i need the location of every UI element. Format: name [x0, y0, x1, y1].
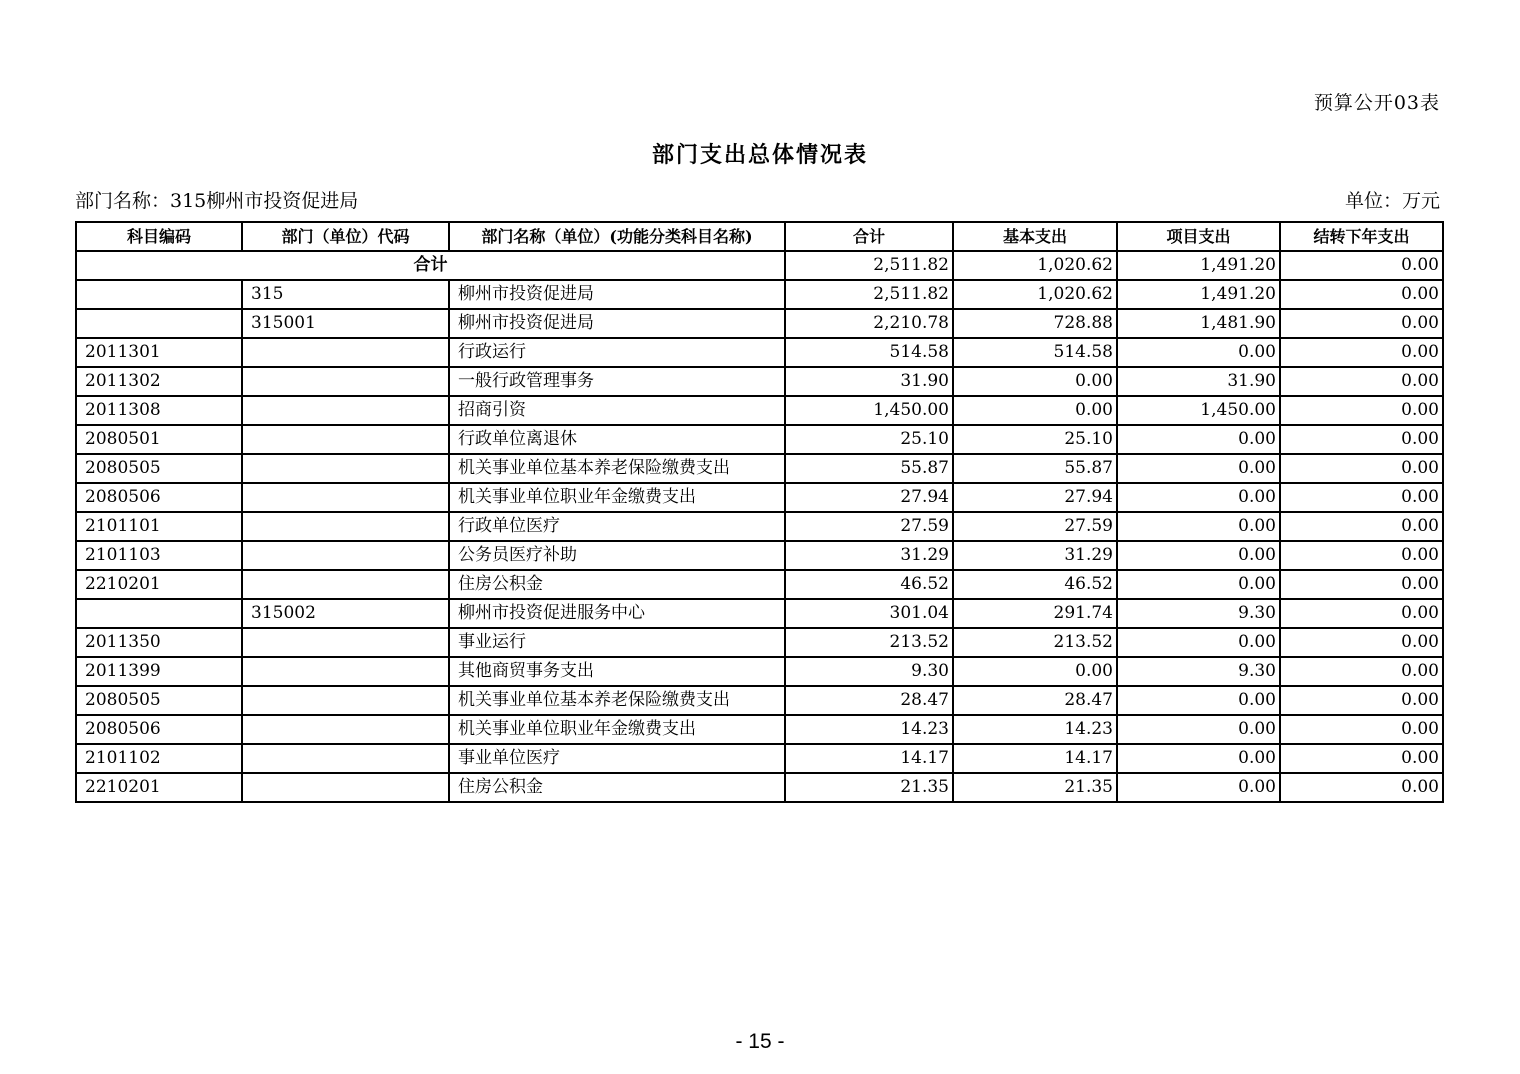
- cell-project: 0.00: [1117, 773, 1280, 802]
- cell-carryover: 0.00: [1280, 483, 1443, 512]
- table-row: [76, 570, 1443, 599]
- cell-subject-code: 2011350: [76, 628, 242, 657]
- cell-carryover: 0.00: [1280, 715, 1443, 744]
- col-header-total: 合计: [785, 222, 953, 251]
- cell-carryover: 0.00: [1280, 309, 1443, 338]
- table-row: [76, 309, 1443, 338]
- cell-total: 28.47: [785, 686, 953, 715]
- cell-carryover: 0.00: [1280, 657, 1443, 686]
- unit-label: 单位：万元: [1344, 190, 1440, 212]
- table-body: [76, 251, 1443, 802]
- col-header-carryover: 结转下年支出: [1280, 222, 1443, 251]
- cell-unit-code: [242, 396, 449, 425]
- table-row: [76, 657, 1443, 686]
- cell-unit-code: [242, 744, 449, 773]
- table-row: [76, 280, 1443, 309]
- cell-project: 31.90: [1117, 367, 1280, 396]
- cell-total: 1,450.00: [785, 396, 953, 425]
- cell-total: 9.30: [785, 657, 953, 686]
- cell-unit-code: [242, 425, 449, 454]
- cell-unit-code: [242, 773, 449, 802]
- table-row: [76, 628, 1443, 657]
- cell-unit-code: [242, 512, 449, 541]
- cell-carryover: 0.00: [1280, 628, 1443, 657]
- cell-basic: 25.10: [953, 425, 1117, 454]
- cell-basic: 21.35: [953, 773, 1117, 802]
- total-row: [76, 251, 1443, 280]
- cell-project: 9.30: [1117, 599, 1280, 628]
- cell-total: 301.04: [785, 599, 953, 628]
- table-row: [76, 396, 1443, 425]
- cell-total: 14.23: [785, 715, 953, 744]
- cell-basic: 46.52: [953, 570, 1117, 599]
- table-row: [76, 512, 1443, 541]
- cell-subject-code: [76, 599, 242, 628]
- cell-carryover: 0.00: [1280, 744, 1443, 773]
- cell-name: 机关事业单位职业年金缴费支出: [449, 715, 785, 744]
- cell-name: 机关事业单位基本养老保险缴费支出: [449, 454, 785, 483]
- cell-subject-code: 2210201: [76, 773, 242, 802]
- table-row: [76, 715, 1443, 744]
- cell-total: 25.10: [785, 425, 953, 454]
- col-header-unit-code: 部门（单位）代码: [242, 222, 449, 251]
- cell-carryover: 0.00: [1280, 396, 1443, 425]
- cell-name: 招商引资: [449, 396, 785, 425]
- cell-basic: 0.00: [953, 657, 1117, 686]
- cell-basic: 27.94: [953, 483, 1117, 512]
- cell-name: 行政单位离退休: [449, 425, 785, 454]
- cell-total: 31.90: [785, 367, 953, 396]
- meta-row: [75, 186, 1440, 213]
- cell-name: 住房公积金: [449, 570, 785, 599]
- cell-basic: 14.23: [953, 715, 1117, 744]
- cell-name: 其他商贸事务支出: [449, 657, 785, 686]
- cell-basic: 0.00: [953, 396, 1117, 425]
- table-row: [76, 367, 1443, 396]
- cell-basic: 31.29: [953, 541, 1117, 570]
- cell-project: 0.00: [1117, 483, 1280, 512]
- cell-subject-code: 2011301: [76, 338, 242, 367]
- cell-carryover: 0.00: [1280, 570, 1443, 599]
- cell-total: 2,511.82: [785, 280, 953, 309]
- col-header-name: 部门名称（单位）(功能分类科目名称): [449, 222, 785, 251]
- cell-project: 0.00: [1117, 686, 1280, 715]
- cell-project: 0.00: [1117, 454, 1280, 483]
- cell-unit-code: [242, 338, 449, 367]
- cell-subject-code: 2101102: [76, 744, 242, 773]
- cell-project: 0.00: [1117, 512, 1280, 541]
- cell-unit-code: [242, 628, 449, 657]
- cell-subject-code: 2101103: [76, 541, 242, 570]
- table-row: [76, 686, 1443, 715]
- cell-carryover: 0.00: [1280, 512, 1443, 541]
- cell-total: 46.52: [785, 570, 953, 599]
- col-header-subject-code: 科目编码: [76, 222, 242, 251]
- table-row: [76, 744, 1443, 773]
- cell-project: 0.00: [1117, 744, 1280, 773]
- cell-carryover: 0.00: [1280, 367, 1443, 396]
- cell-basic: 514.58: [953, 338, 1117, 367]
- cell-name: 柳州市投资促进服务中心: [449, 599, 785, 628]
- cell-total: 213.52: [785, 628, 953, 657]
- cell-carryover: 0.00: [1280, 686, 1443, 715]
- cell-basic: 14.17: [953, 744, 1117, 773]
- table-header-row: [76, 222, 1443, 251]
- cell-carryover: 0.00: [1280, 454, 1443, 483]
- cell-name: 事业运行: [449, 628, 785, 657]
- cell-name: 机关事业单位基本养老保险缴费支出: [449, 686, 785, 715]
- table-row: [76, 454, 1443, 483]
- cell-unit-code: [242, 367, 449, 396]
- cell-project: 0.00: [1117, 715, 1280, 744]
- cell-name: 行政运行: [449, 338, 785, 367]
- col-header-project: 项目支出: [1117, 222, 1280, 251]
- cell-unit-code: 315002: [242, 599, 449, 628]
- cell-subject-code: 2011399: [76, 657, 242, 686]
- cell-subject-code: 2080506: [76, 715, 242, 744]
- cell-subject-code: 2210201: [76, 570, 242, 599]
- cell-basic: 0.00: [953, 367, 1117, 396]
- cell-project: 0.00: [1117, 628, 1280, 657]
- cell-total: 27.59: [785, 512, 953, 541]
- cell-unit-code: [242, 686, 449, 715]
- cell-project: 1,481.90: [1117, 309, 1280, 338]
- department-label: 部门名称：315柳州市投资促进局: [75, 190, 359, 212]
- col-header-basic: 基本支出: [953, 222, 1117, 251]
- cell-project: 0.00: [1117, 425, 1280, 454]
- cell-basic: 27.59: [953, 512, 1117, 541]
- cell-total: 514.58: [785, 338, 953, 367]
- cell-total: 55.87: [785, 454, 953, 483]
- table-row: [76, 425, 1443, 454]
- cell-name: 机关事业单位职业年金缴费支出: [449, 483, 785, 512]
- table-row: [76, 599, 1443, 628]
- cell-unit-code: 315: [242, 280, 449, 309]
- table-row: [76, 773, 1443, 802]
- cell-subject-code: [76, 309, 242, 338]
- cell-name: 柳州市投资促进局: [449, 309, 785, 338]
- cell-unit-code: [242, 570, 449, 599]
- cell-unit-code: [242, 454, 449, 483]
- cell-basic: 28.47: [953, 686, 1117, 715]
- table-row: [76, 338, 1443, 367]
- budget-table: [75, 221, 1444, 803]
- cell-basic: 1,020.62: [953, 251, 1117, 280]
- cell-carryover: 0.00: [1280, 425, 1443, 454]
- cell-basic: 728.88: [953, 309, 1117, 338]
- cell-subject-code: 2080506: [76, 483, 242, 512]
- cell-subject-code: 2080505: [76, 454, 242, 483]
- cell-basic: 213.52: [953, 628, 1117, 657]
- cell-carryover: 0.00: [1280, 599, 1443, 628]
- cell-carryover: 0.00: [1280, 541, 1443, 570]
- page-number: - 15 -: [735, 1030, 785, 1053]
- cell-subject-code: [76, 280, 242, 309]
- cell-subject-code: 2101101: [76, 512, 242, 541]
- cell-carryover: 0.00: [1280, 338, 1443, 367]
- cell-basic: 55.87: [953, 454, 1117, 483]
- page-title: 部门支出总体情况表: [651, 142, 868, 168]
- cell-total: 14.17: [785, 744, 953, 773]
- cell-total: 2,210.78: [785, 309, 953, 338]
- cell-subject-code: 2080505: [76, 686, 242, 715]
- doc-label: 预算公开03表: [1313, 92, 1440, 114]
- cell-carryover: 0.00: [1280, 773, 1443, 802]
- cell-name: 事业单位医疗: [449, 744, 785, 773]
- cell-total-label: 合计: [76, 251, 785, 280]
- cell-project: 0.00: [1117, 570, 1280, 599]
- cell-carryover: 0.00: [1280, 251, 1443, 280]
- cell-total: 21.35: [785, 773, 953, 802]
- cell-unit-code: [242, 715, 449, 744]
- cell-unit-code: [242, 657, 449, 686]
- cell-name: 公务员医疗补助: [449, 541, 785, 570]
- cell-project: 0.00: [1117, 541, 1280, 570]
- cell-carryover: 0.00: [1280, 280, 1443, 309]
- cell-project: 0.00: [1117, 338, 1280, 367]
- cell-name: 柳州市投资促进局: [449, 280, 785, 309]
- cell-subject-code: 2080501: [76, 425, 242, 454]
- cell-basic: 291.74: [953, 599, 1117, 628]
- cell-name: 行政单位医疗: [449, 512, 785, 541]
- cell-total: 27.94: [785, 483, 953, 512]
- cell-unit-code: [242, 541, 449, 570]
- cell-name: 住房公积金: [449, 773, 785, 802]
- cell-project: 1,450.00: [1117, 396, 1280, 425]
- cell-name: 一般行政管理事务: [449, 367, 785, 396]
- cell-unit-code: [242, 483, 449, 512]
- table-row: [76, 541, 1443, 570]
- cell-subject-code: 2011302: [76, 367, 242, 396]
- cell-total: 2,511.82: [785, 251, 953, 280]
- table-row: [76, 483, 1443, 512]
- cell-project: 1,491.20: [1117, 280, 1280, 309]
- cell-total: 31.29: [785, 541, 953, 570]
- cell-subject-code: 2011308: [76, 396, 242, 425]
- cell-unit-code: 315001: [242, 309, 449, 338]
- cell-project: 9.30: [1117, 657, 1280, 686]
- cell-project: 1,491.20: [1117, 251, 1280, 280]
- cell-basic: 1,020.62: [953, 280, 1117, 309]
